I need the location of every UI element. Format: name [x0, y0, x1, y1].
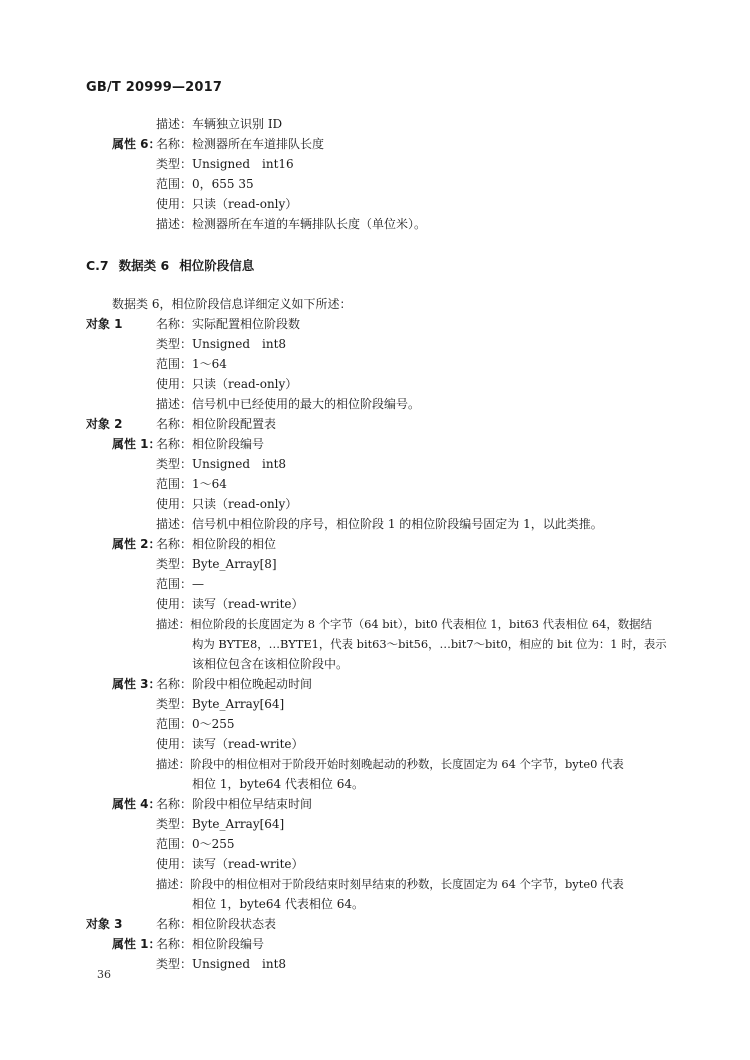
type-line: 类型：Byte_Array[64]: [156, 697, 285, 711]
name-line: 名称：相位阶段编号: [156, 437, 265, 451]
section-title-a: 数据类 6: [118, 258, 170, 273]
type-line: 类型：Byte_Array[64]: [156, 817, 285, 831]
desc-continuation-line: 相位 1，byte64 代表相位 64。: [192, 897, 365, 911]
name-line: 名称：相位阶段的相位: [156, 537, 277, 551]
section-title: [86, 256, 264, 274]
page-number: 36: [97, 968, 111, 981]
attribute-label: 属性 4：: [112, 797, 161, 811]
attribute-label: 属性 1：: [112, 437, 161, 451]
attribute-label: 属性 1：: [112, 937, 161, 951]
range-line: 范围：1～64: [156, 477, 227, 491]
section-number: C.7: [86, 258, 109, 273]
attribute-label: 属性 6：: [112, 137, 161, 151]
usage-line: 使用：读写（read-write）: [156, 597, 304, 611]
desc-line: 描述：信号机中已经使用的最大的相位阶段编号。: [156, 397, 421, 411]
range-line: 范围：1～64: [156, 357, 227, 371]
desc-continuation-line: 相位 1，byte64 代表相位 64。: [192, 777, 365, 791]
name-line: 名称：相位阶段配置表: [156, 417, 277, 431]
standard-code-header: GB/T 20999—2017: [86, 80, 223, 95]
range-line: 范围：0～255: [156, 837, 235, 851]
object-label: 对象 2: [86, 417, 123, 431]
usage-line: 使用：只读（read-only）: [156, 197, 298, 211]
desc-line: 描述：阶段中的相位相对于阶段结束时刻早结束的秒数，长度固定为 64 个字节，byte0 代表: [156, 877, 624, 891]
usage-line: 使用：读写（read-write）: [156, 737, 304, 751]
type-line: 类型：Unsigned int16: [156, 157, 294, 171]
usage-line: 使用：只读（read-only）: [156, 497, 298, 511]
desc-line: 描述：相位阶段的长度固定为 8 个字节（64 bit），bit0 代表相位 1，bit63 代表相位 64，数据结: [156, 617, 652, 631]
range-line: 范围：0，655 35: [156, 177, 254, 191]
name-line: 名称：相位阶段状态表: [156, 917, 277, 931]
name-line: 名称：阶段中相位早结束时间: [156, 797, 313, 811]
type-line: 类型：Unsigned int8: [156, 337, 287, 351]
object-label: 对象 1: [86, 317, 123, 331]
name-line: 名称：阶段中相位晚起动时间: [156, 677, 313, 691]
section-title-b: 相位阶段信息: [179, 258, 255, 273]
desc-line: 描述：检测器所在车道的车辆排队长度（单位米）。: [156, 217, 427, 231]
object-label: 对象 3: [86, 917, 123, 931]
range-line: 范围：0～255: [156, 717, 235, 731]
desc-continuation-line: 构为 BYTE8，…BYTE1，代表 bit63～bit56，…bit7～bit0，相应的 bit 位为：1 时，表示: [192, 637, 667, 651]
desc-line: 描述：信号机中相位阶段的序号，相位阶段 1 的相位阶段编号固定为 1，以此类推。: [156, 517, 603, 531]
attribute-label: 属性 3：: [112, 677, 161, 691]
type-line: 类型：Unsigned int8: [156, 457, 287, 471]
type-line: 类型：Byte_Array[8]: [156, 557, 277, 571]
type-line: 类型：Unsigned int8: [156, 957, 287, 971]
name-line: 名称：检测器所在车道排队长度: [156, 137, 325, 151]
desc-line: 描述：阶段中的相位相对于阶段开始时刻晚起动的秒数，长度固定为 64 个字节，byte0 代表: [156, 757, 624, 771]
section-intro: 数据类 6，相位阶段信息详细定义如下所述：: [112, 297, 352, 311]
desc-continuation-line: 该相位包含在该相位阶段中。: [192, 657, 349, 671]
name-line: 名称：相位阶段编号: [156, 937, 265, 951]
name-line: 名称：实际配置相位阶段数: [156, 317, 301, 331]
attribute-label: 属性 2：: [112, 537, 161, 551]
desc-line: 描述：车辆独立识别 ID: [156, 117, 283, 131]
usage-line: 使用：只读（read-only）: [156, 377, 298, 391]
usage-line: 使用：读写（read-write）: [156, 857, 304, 871]
range-line: 范围：—: [156, 577, 205, 591]
